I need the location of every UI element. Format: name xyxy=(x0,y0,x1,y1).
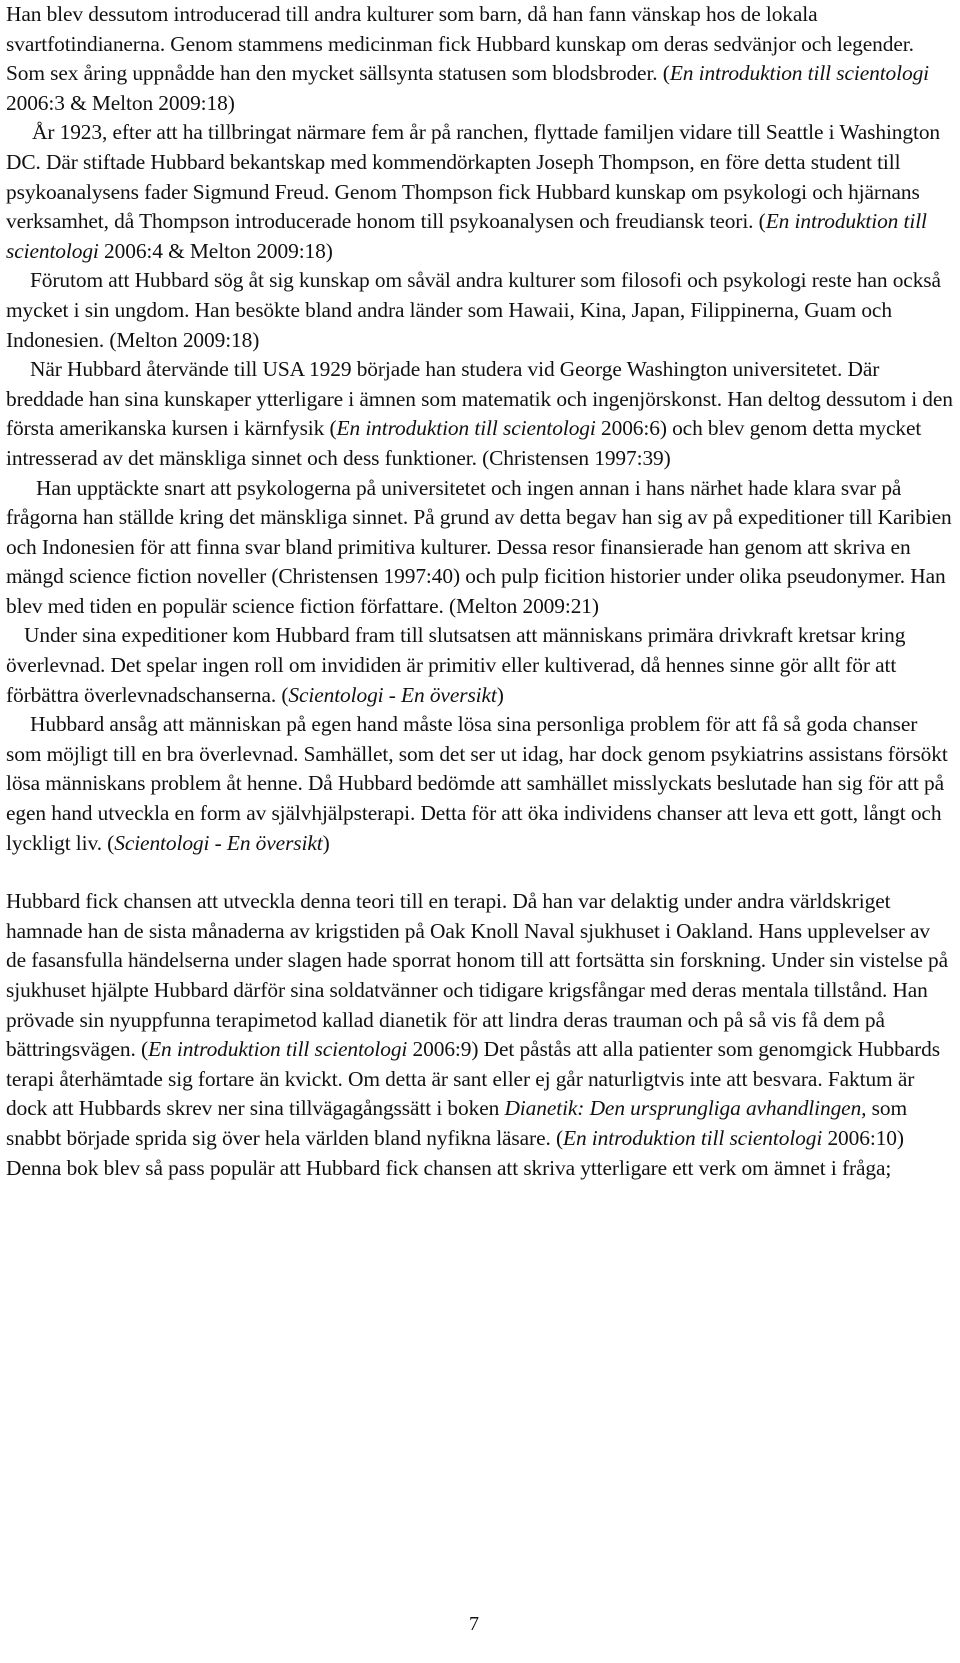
body-text: ) xyxy=(322,830,330,855)
body-text: Förutom att Hubbard sög åt sig kunskap om såväl andra kulturer som filosofi och psykologi reste han också mycket i sin ungdom. Han besökte bland andra länder som Hawaii, Kina, Japan, Filippinerna, Guam och Indonesien. (Melton 2009:18) xyxy=(6,268,941,352)
body-text: 2006:4 & Melton 2009:18) xyxy=(98,238,333,263)
italic-text: Dianetik: Den ursprungliga avhandlingen, xyxy=(504,1096,867,1121)
body-text: Hubbard ansåg att människan på egen hand måste lösa sina personliga problem för att få så goda chanser som möjligt till en bra överlevnad. Samhället, som det ser ut idag, har dock genom psykiatrins assistans försökt lösa människans problem åt henne. Då Hubbard bedömde att samhället misslyckats beslutade han sig för att på egen hand utveckla en form av självhjälpsterapi. Detta för att öka individens chanser att leva ett gott, långt och lyckligt liv. ( xyxy=(6,712,948,855)
body-text: som snabbt började sprida sig över hela världen bland nyfikna läsare. ( xyxy=(6,1096,908,1150)
document-page xyxy=(6,0,954,1183)
body-text: Hubbard fick chansen att utveckla denna teori till en terapi. Då han var delaktig under andra världskriget hamnade han de sista månaderna av krigstiden på Oak Knoll Naval sjukhuset i Oakland. Hans upplevelser av de fasansfulla händelserna under slagen hade sporrat honom till att fortsätta sin forskning. Under sin vistelse på sjukhuset hjälpte Hubbard därför sina soldatvänner och tidigare krigsfångar med deras mentala tillstånd. Han prövade sin nyuppfunna terapimetod kallad dianetik för att lindra deras trauman och på så vis få dem på bättringsvägen. ( xyxy=(6,889,949,1062)
body-text: Han blev dessutom introducerad till andra kulturer som barn, då han fann vänskap hos de lokala svartfotindianerna. Genom stammens medicinman fick Hubbard kunskap om deras sedvänjor och legender. Som sex åring uppnådde han den mycket sällsynta statusen som blodsbroder. ( xyxy=(6,2,914,86)
paragraph xyxy=(6,887,954,1183)
italic-text: En introduktion till scientologi xyxy=(6,209,927,263)
body-text: När Hubbard återvände till USA 1929 började han studera vid George Washington universitetet. Där breddade han sina kunskaper ytterligare i ämnen som matematik och ingenjörskonst. Han deltog dessutom i den första amerikanska kursen i kärnfysik ( xyxy=(6,357,953,441)
italic-text: En introduktion till scientologi xyxy=(669,61,930,86)
italic-text: Scientologi - En översikt xyxy=(288,682,497,707)
paragraph xyxy=(6,0,954,118)
italic-text: En introduktion till scientologi xyxy=(563,1125,823,1150)
body-text: Han upptäckte snart att psykologerna på universitetet och ingen annan i hans närhet hade klara svar på frågorna han ställde kring det mänskliga sinnet. På grund av detta begav han sig av på expeditioner till Karibien och Indonesien för att finna svar bland primitiva kulturer. Dessa resor finansierade han genom att skriva en mängd science fiction noveller (Christensen 1997:40) och pulp ficition historier under olika pseudonymer. Han blev med tiden en populär science fiction författare. (Melton 2009:21) xyxy=(6,475,952,618)
italic-text: En introduktion till scientologi xyxy=(336,416,596,441)
italic-text: Scientologi - En översikt xyxy=(114,830,323,855)
body-text: ) xyxy=(496,682,504,707)
paragraph xyxy=(6,355,954,473)
paragraph xyxy=(6,266,954,355)
italic-text: En introduktion till scientologi xyxy=(148,1037,408,1062)
body-text: 2006:9) Det påstås att alla patienter som genomgick Hubbards terapi återhämtade sig fortare än kvickt. Om detta är sant eller ej går naturligtvis inte att besvara. Faktum är dock att Hubbards skrev ner sina tillvägagångssätt i boken xyxy=(6,1037,940,1121)
body-text: 2006:3 & Melton 2009:18) xyxy=(6,90,235,115)
body-text: År 1923, efter att ha tillbringat närmare fem år på ranchen, flyttade familjen vidare till Seattle i Washington DC. Där stiftade Hubbard bekantskap med kommendörkapten Joseph Thompson, en före detta student till psykoanalysens fader Sigmund Freud. Genom Thompson fick Hubbard kunskap om psykologi och hjärnans verksamhet, då Thompson introducerade honom till psykoanalysen och freudiansk teori. ( xyxy=(6,120,941,234)
body-text: 2006:6) och blev genom detta mycket intresserad av det mänskliga sinnet och dess funktioner. (Christensen 1997:39) xyxy=(6,416,922,470)
paragraph xyxy=(6,474,954,622)
body-text: 2006:10) Denna bok blev så pass populär att Hubbard fick chansen att skriva ytterligare ett verk om ämnet i fråga; xyxy=(6,1125,904,1180)
paragraph xyxy=(6,621,954,710)
paragraph xyxy=(6,710,954,858)
paragraph xyxy=(6,118,954,266)
body-text: Under sina expeditioner kom Hubbard fram till slutsatsen att människans primära drivkraft kretsar kring överlevnad. Det spelar ingen roll om invididen är primitiv eller kultiverad, då hennes sinne gör allt för att förbättra överlevnadschanserna. ( xyxy=(6,623,906,707)
page-number: 7 xyxy=(469,1613,479,1635)
